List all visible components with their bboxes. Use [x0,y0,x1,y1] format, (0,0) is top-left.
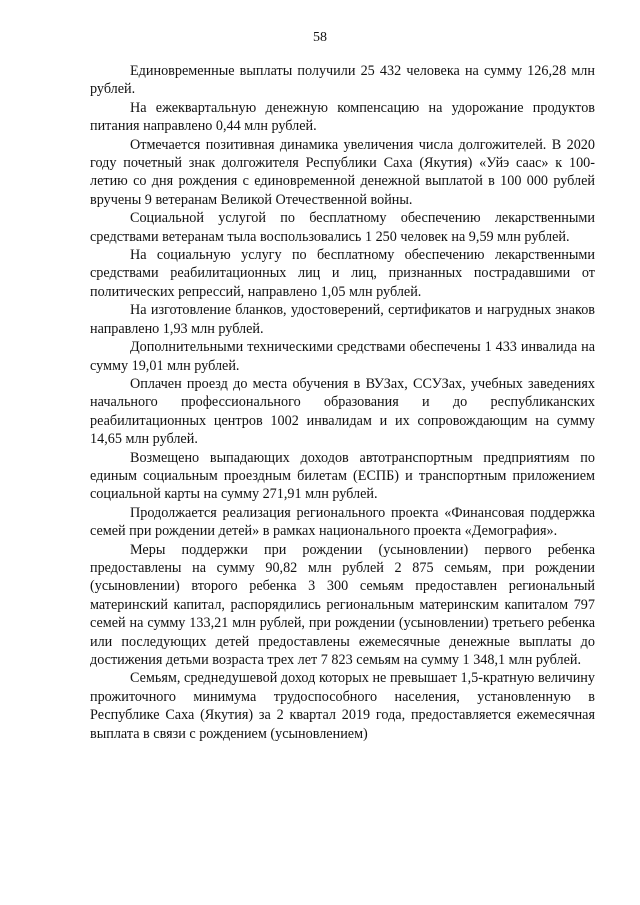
paragraph: Меры поддержки при рождении (усыновлении) первого ребенка предоставлены на сумму 90,82 млн рублей 2 875 семьям, при рождении (усыновлении) второго ребенка 3 300 семьям предоставлен региональный материнский капитал, распорядились региональным материнским капиталом 797 семей на сумму 133,21 млн рублей, при рождении (усыновлении) третьего ребенка или последующих детей предоставлены ежемесячные денежные выплаты до достижения детьми возраста трех лет 7 823 семьям на сумму 1 348,1 млн рублей. [90,541,595,668]
paragraph: Возмещено выпадающих доходов автотранспортным предприятиям по единым социальным проездным билетам (ЕСПБ) и транспортным приложением социальной карты на сумму 271,91 млн рублей. [90,449,595,503]
paragraph: Отмечается позитивная динамика увеличения числа долгожителей. В 2020 году почетный знак долгожителя Республики Саха (Якутия) «Уйэ саас» к 100-летию со дня рождения с единовременной денежной выплатой в 100 000 рублей вручены 9 ветеранам Великой Отечественной войны. [90,136,595,208]
paragraph: Дополнительными техническими средствами обеспечены 1 433 инвалида на сумму 19,01 млн рублей. [90,339,595,374]
page-number: 58 [313,30,327,45]
paragraph: Семьям, среднедушевой доход которых не превышает 1,5-кратную величину прожиточного минимума трудоспособного населения, установленную в Республике Саха (Якутия) за 2 квартал 2019 года, предоставляется ежемесячная выплата в связи с рождением (усыновлением) [90,670,595,742]
page-body [90,62,595,743]
paragraph: Социальной услугой по бесплатному обеспечению лекарственными средствами ветеранам тыла воспользовались 1 250 человек на 9,59 млн рублей. [90,210,595,245]
paragraph: Единовременные выплаты получили 25 432 человека на сумму 126,28 млн рублей. [90,63,595,98]
paragraph: Продолжается реализация регионального проекта «Финансовая поддержка семей при рождении детей» в рамках национального проекта «Демография». [90,504,595,540]
paragraph: На изготовление бланков, удостоверений, сертификатов и нагрудных знаков направлено 1,93 млн рублей. [90,302,595,337]
paragraph: Оплачен проезд до места обучения в ВУЗах, ССУЗах, учебных заведениях начального профессионального образования и до республиканских реабилитационных центров 1002 инвалидам и их сопровождающим на сумму 14,65 млн рублей. [90,375,595,448]
paragraph: На ежеквартальную денежную компенсацию на удорожание продуктов питания направлено 0,44 млн рублей. [90,99,595,135]
paragraph: На социальную услугу по бесплатному обеспечению лекарственными средствами реабилитационных лиц и лиц, признанных пострадавшими от политических репрессий, направлено 1,05 млн рублей. [90,247,595,300]
